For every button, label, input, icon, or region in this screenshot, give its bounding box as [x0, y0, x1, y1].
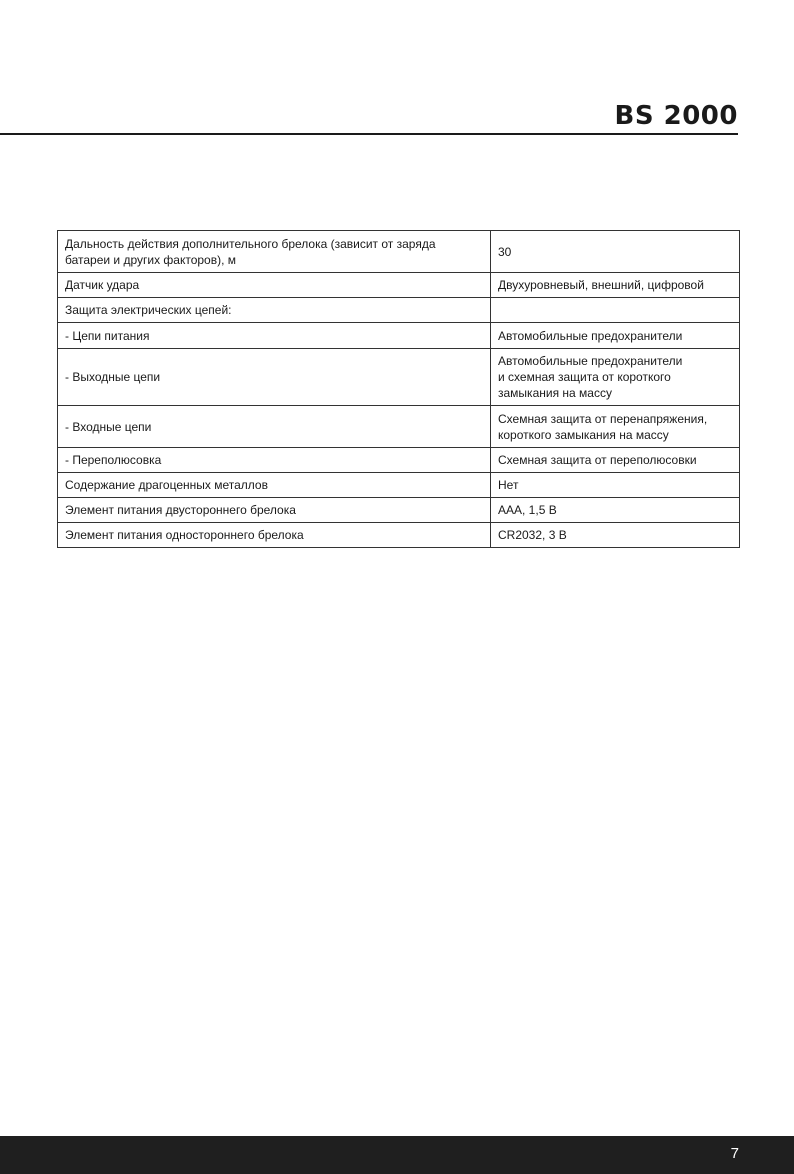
footer-bar — [0, 1136, 794, 1174]
table-row — [58, 406, 740, 448]
spec-value — [491, 298, 740, 323]
table-row — [58, 298, 740, 323]
spec-value: Схемная защита от переполюсовки — [491, 448, 740, 473]
spec-param: Дальность действия дополнительного брелока (зависит от заряда батареи и других факторов), м — [58, 231, 491, 273]
spec-table — [57, 230, 740, 548]
spec-param: Содержание драгоценных металлов — [58, 473, 491, 498]
table-row — [58, 473, 740, 498]
spec-param: Элемент питания одностороннего брелока — [58, 523, 491, 548]
spec-param: - Выходные цепи — [58, 349, 491, 406]
spec-value: Двухуровневый, внешний, цифровой — [491, 273, 740, 298]
spec-value: Схемная защита от перенапряжения, короткого замыкания на массу — [491, 406, 740, 448]
spec-value: Нет — [491, 473, 740, 498]
spec-value: CR2032, 3 В — [491, 523, 740, 548]
spec-param: Защита электрических цепей: — [58, 298, 491, 323]
spec-value: Автомобильные предохранители и схемная защита от короткого замыкания на массу — [491, 349, 740, 406]
spec-value: Автомобильные предохранители — [491, 323, 740, 349]
table-row — [58, 273, 740, 298]
spec-value: 30 — [491, 231, 740, 273]
spec-value: AAA, 1,5 В — [491, 498, 740, 523]
table-row — [58, 498, 740, 523]
table-row — [58, 349, 740, 406]
table-row — [58, 231, 740, 273]
spec-param: - Входные цепи — [58, 406, 491, 448]
header-rule — [0, 133, 738, 135]
spec-param: Датчик удара — [58, 273, 491, 298]
spec-param: Элемент питания двустороннего брелока — [58, 498, 491, 523]
table-row — [58, 448, 740, 473]
table-row — [58, 523, 740, 548]
table-row — [58, 323, 740, 349]
spec-param: - Цепи питания — [58, 323, 491, 349]
page-title: BS 2000 — [614, 101, 738, 131]
page-number: 7 — [730, 1145, 739, 1162]
spec-param: - Переполюсовка — [58, 448, 491, 473]
